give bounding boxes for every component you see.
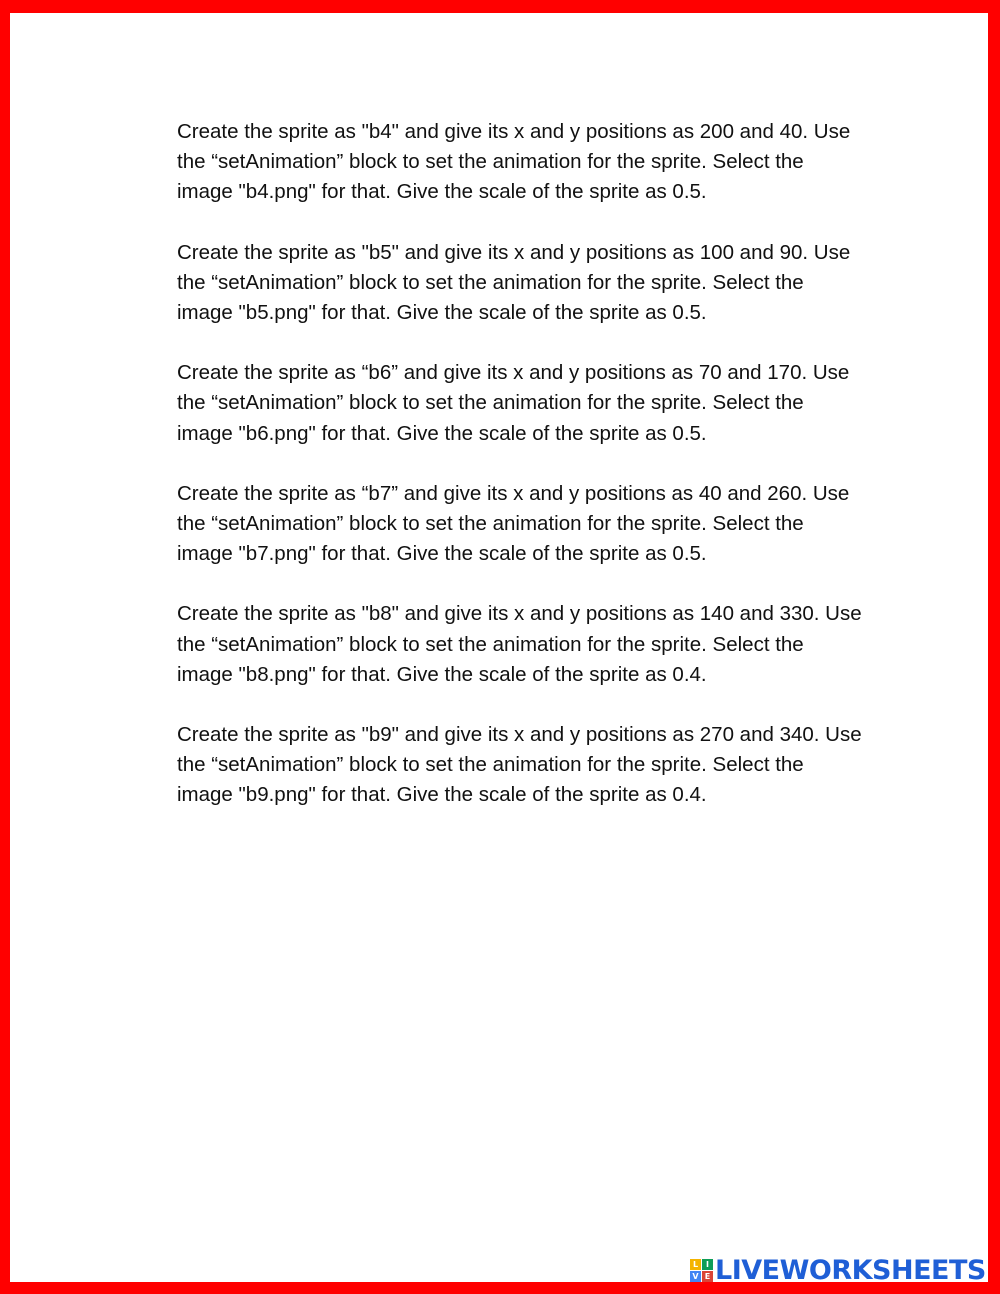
liveworksheets-logo[interactable]	[690, 1253, 986, 1287]
logo-icon-letter-v: V	[690, 1271, 701, 1282]
instruction-paragraph: Create the sprite as "b9" and give its x and y positions as 270 and 340. Use the “setAnimation” block to set the animation for the sprite. Select the image "b9.png" for that. Give the scale of the sprite as 0.4.	[177, 723, 862, 807]
liveworksheets-logo-text: LIVEWORKSHEETS	[715, 1254, 986, 1286]
worksheet-content	[177, 117, 897, 841]
liveworksheets-logo-icon	[690, 1259, 713, 1282]
logo-icon-letter-e: E	[702, 1271, 713, 1282]
logo-icon-letter-i: I	[702, 1259, 713, 1270]
logo-icon-letter-l: L	[690, 1259, 701, 1270]
instruction-paragraph: Create the sprite as “b7” and give its x and y positions as 40 and 260. Use the “setAnimation” block to set the animation for the sprite. Select the image "b7.png" for that. Give the scale of the sprite as 0.5.	[177, 481, 850, 566]
instruction-paragraph: Create the sprite as "b4" and give its x and y positions as 200 and 40. Use the “setAnimation” block to set the animation for the sprite. Select the image "b4.png" for that. Give the scale of the sprite as 0.5.	[177, 120, 851, 204]
instruction-paragraph: Create the sprite as "b8" and give its x and y positions as 140 and 330. Use the “setAnimation” block to set the animation for the sprite. Select the image "b8.png" for that. Give the scale of the sprite as 0.4.	[177, 602, 862, 686]
instruction-paragraph: Create the sprite as "b5" and give its x and y positions as 100 and 90. Use the “setAnimation” block to set the animation for the sprite. Select the image "b5.png" for that. Give the scale of the sprite as 0.5.	[177, 240, 851, 325]
instruction-paragraph: Create the sprite as “b6” and give its x and y positions as 70 and 170. Use the “setAnimation” block to set the animation for the sprite. Select the image "b6.png" for that. Give the scale of the sprite as 0.5.	[177, 361, 850, 445]
